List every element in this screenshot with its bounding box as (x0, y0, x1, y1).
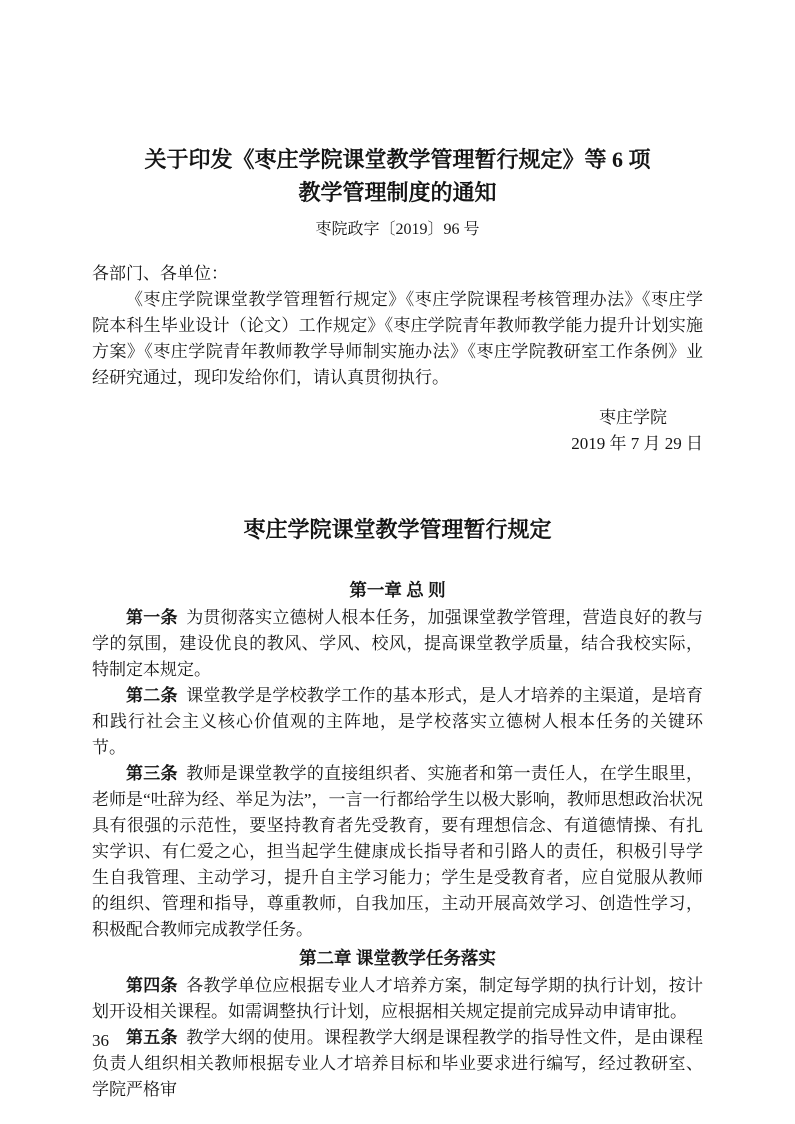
signature-block (92, 405, 703, 457)
article-4-text: 各教学单位应根据专业人才培养方案，制定每学期的执行计划，按计划开设相关课程。如需调整执行计划，应根据相关规定提前完成异动申请审批。 (92, 976, 703, 1021)
regulation-title: 枣庄学院课堂教学管理暂行规定 (243, 517, 552, 542)
article-2 (92, 683, 703, 761)
notice-title-line1: 关于印发《枣庄学院课堂教学管理暂行规定》等 6 项 (144, 147, 651, 172)
signer-name: 枣庄学院 (599, 408, 667, 427)
notice-paragraph: 《枣庄学院课堂教学管理暂行规定》《枣庄学院课程考核管理办法》《枣庄学院本科生毕业设计（论文）工作规定》《枣庄学院青年教师教学能力提升计划实施方案》《枣庄学院青年教师教学导师制实施办法》《枣庄学院教研室工作条例》业经研究通过，现印发给你们，请认真贯彻执行。 (92, 290, 703, 387)
article-3 (92, 761, 703, 943)
chapter-2-heading: 第二章 课堂教学任务落实 (299, 948, 496, 968)
doc-number: 枣院政字〔2019〕96 号 (315, 221, 480, 238)
notice-header (92, 143, 703, 241)
notice-title (92, 143, 703, 209)
regulation-section (92, 515, 703, 1103)
article-5-number: 第五条 (126, 1028, 178, 1047)
article-1 (92, 605, 703, 683)
article-5-text: 教学大纲的使用。课程教学大纲是课程教学的指导性文件，是由课程负责人组织相关教师根据专业人才培养目标和毕业要求进行编写，经过教研室、学院严格审 (92, 1028, 703, 1099)
article-4 (92, 973, 703, 1025)
article-4-number: 第四条 (126, 976, 178, 995)
salutation: 各部门、各单位： (92, 264, 228, 283)
article-2-text: 课堂教学是学校教学工作的基本形式，是人才培养的主渠道，是培育和践行社会主义核心价值观的主阵地，是学校落实立德树人根本任务的关键环节。 (92, 686, 703, 757)
article-2-number: 第二条 (126, 686, 178, 705)
sign-date: 2019 年 7 月 29 日 (571, 434, 703, 453)
article-3-text: 教师是课堂教学的直接组织者、实施者和第一责任人，在学生眼里，老师是“吐辞为经、举足为法”，一言一行都给学生以极大影响，教师思想政治状况具有很强的示范性，要坚持教育者先受教育，要有理想信念、有道德情操、有扎实学识、有仁爱之心，担当起学生健康成长指导者和引路人的责任，积极引导学生自我管理、主动学习，提升自主学习能力；学生是受教育者，应自觉服从教师的组织、管理和指导，尊重教师，自我加压，主动开展高效学习、创造性学习，积极配合教师完成教学任务。 (92, 764, 703, 939)
notice-title-line2: 教学管理制度的通知 (298, 180, 497, 205)
article-1-text: 为贯彻落实立德树人根本任务，加强课堂教学管理，营造良好的教与学的氛围，建设优良的教风、学风、校风，提高课堂教学质量，结合我校实际，特制定本规定。 (92, 608, 703, 679)
article-5 (92, 1025, 703, 1103)
article-3-number: 第三条 (126, 764, 178, 783)
page-number: 36 (92, 1031, 109, 1050)
notice-body (92, 261, 703, 457)
chapter-1-heading: 第一章 总 则 (349, 580, 446, 600)
article-1-number: 第一条 (126, 608, 178, 627)
